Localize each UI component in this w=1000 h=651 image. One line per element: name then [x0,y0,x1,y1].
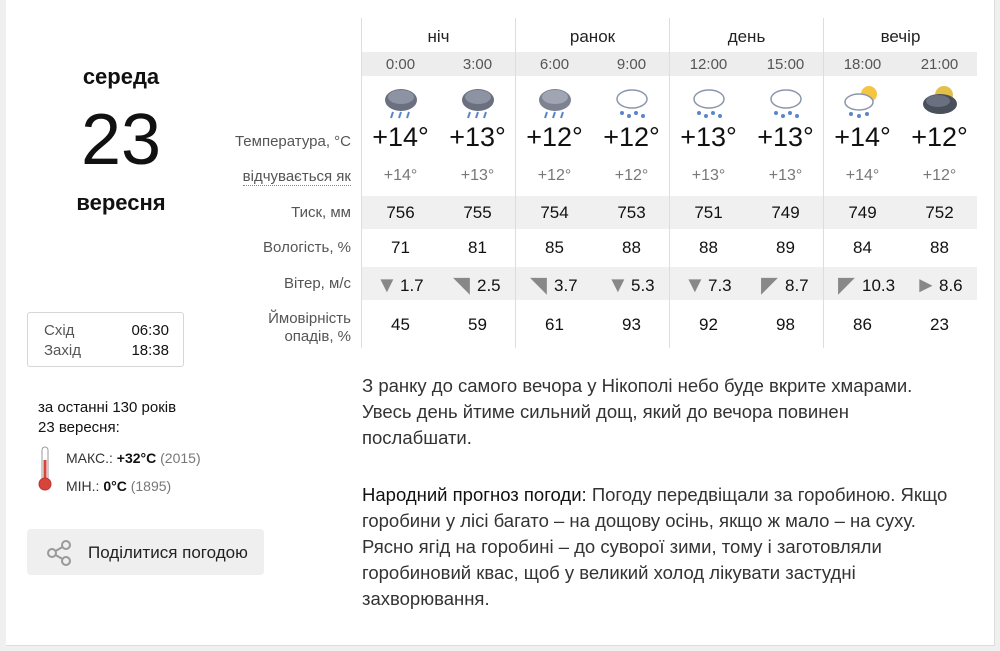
time-slot: 6:00 [539,56,570,73]
temperature-value: +14° [372,122,429,152]
time-slot: 9:00 [616,56,647,73]
label-wind: Вітер, м/с [283,275,351,292]
humidity-value: 89 [776,238,795,257]
folk-text: Погоду передвіщали за горобиною. Якщо горобини у лісі багато – на дощову осінь, якщо ж мало – на суху. Рясно ягід на горобині – до суворої зими, тому і заготовляли горобиновий квас, щоб у великий холод лікувати застудні захворювання. [362,484,948,609]
wind-speed-value: 10.3 [862,276,896,295]
pressure-value: 756 [386,203,415,222]
share-label: Поділитися погодою [88,543,248,562]
temperature-value: +13° [449,122,506,152]
temperature-value: +12° [526,122,583,152]
pressure-value: 751 [694,203,723,222]
cloudy-night-icon [901,82,978,122]
history-min [66,478,171,494]
precipitation-value: 23 [930,315,949,334]
weekday: середа [82,64,160,89]
precipitation-value: 98 [776,315,795,334]
pressure-value: 754 [540,203,569,222]
temperature-value: +13° [680,122,737,152]
feels-like-value: +13° [768,167,803,184]
sunset-row [44,342,169,359]
temperature-value: +13° [757,122,814,152]
wind-direction-icon: ► [915,272,937,297]
wind-direction-icon: ◤ [838,272,855,297]
period-morning: ранок [569,27,616,46]
folk-title: Народний прогноз погоди: [362,484,587,505]
sunrise-row [44,322,169,339]
sunset-label: Захід [44,342,81,359]
humidity-value: 85 [545,238,564,257]
sunrise-time: 06:30 [131,322,169,339]
history-line-2: 23 вересня: [38,419,120,436]
humidity-value: 88 [930,238,949,257]
wind-speed-value: 1.7 [400,276,424,295]
cloudy-rain-icon [516,82,593,122]
wind-speed-value: 8.7 [785,276,809,295]
period-day: день [727,27,766,46]
history-min-year: (1895) [130,478,172,494]
pressure-value: 749 [771,203,800,222]
time-slot: 3:00 [462,56,493,73]
history-max-year: (2015) [160,450,201,466]
folk-forecast [362,482,972,612]
wind-direction-icon: ▼ [376,272,398,297]
rain-cloud-icon [670,82,747,122]
history-min-label: МІН.: [66,478,100,494]
wind-speed-value: 8.6 [939,276,963,295]
sun-times-box [27,312,184,367]
precipitation-value: 92 [699,315,718,334]
sun-rain-cloud-icon [824,82,901,122]
feels-like-value: +14° [383,167,418,184]
precipitation-value: 61 [545,315,564,334]
month: вересня [76,190,166,215]
pressure-value: 755 [463,203,492,222]
feels-like-value: +12° [614,167,649,184]
period-evening: вечір [880,27,921,46]
period-night: ніч [427,27,450,46]
history-max [66,450,201,466]
history-line-1: за останні 130 років [38,399,177,416]
precipitation-value: 93 [622,315,641,334]
wind-direction-icon: ▼ [607,272,629,297]
history-min-value: 0°C [103,478,127,494]
rain-cloud-icon [747,82,824,122]
pressure-value: 749 [848,203,877,222]
wind-speed-value: 5.3 [631,276,655,295]
temperature-value: +12° [603,122,660,152]
cloudy-rain-night-icon [362,82,439,122]
history-heading [38,398,228,438]
label-pressure: Тиск, мм [291,204,351,221]
sunset-time: 18:38 [131,342,169,359]
wind-direction-icon: ◥ [453,272,470,297]
weather-card [6,0,995,646]
cloudy-rain-night-icon [439,82,516,122]
precipitation-value: 45 [391,315,410,334]
humidity-value: 88 [699,238,718,257]
time-slot: 0:00 [385,56,416,73]
feels-like-value: +13° [691,167,726,184]
label-humidity: Вологість, % [263,239,351,256]
humidity-value: 81 [468,238,487,257]
feels-like-value: +12° [537,167,572,184]
time-slot: 18:00 [843,56,882,73]
label-precip-2: опадів, % [284,328,351,345]
sunrise-label: Схід [44,322,75,339]
temperature-value: +14° [834,122,891,152]
label-feels-like[interactable]: відчувається як [242,168,351,185]
history-max-value: +32°C [116,450,157,466]
wind-speed-value: 2.5 [477,276,501,295]
wind-direction-icon: ▼ [684,272,706,297]
time-slot: 21:00 [920,56,959,73]
pressure-value: 752 [925,203,954,222]
precipitation-value: 86 [853,315,872,334]
humidity-value: 84 [853,238,872,257]
precipitation-value: 59 [468,315,487,334]
rain-cloud-icon [593,82,670,122]
wind-speed-value: 3.7 [554,276,578,295]
feels-like-value: +12° [922,167,957,184]
row-labels [211,0,351,360]
time-slot: 12:00 [689,56,728,73]
time-slot: 15:00 [766,56,805,73]
forecast-description: З ранку до самого вечора у Нікополі небо буде вкрите хмарами. Увесь день йтиме сильний дощ, який до вечора повинен послабшати. [362,375,913,448]
temperature-value: +12° [911,122,968,152]
pressure-value: 753 [617,203,646,222]
humidity-value: 71 [391,238,410,257]
history-max-label: МАКС.: [66,450,113,466]
feels-like-value: +14° [845,167,880,184]
label-temperature: Температура, °C [234,133,351,150]
feels-like-value: +13° [460,167,495,184]
wind-speed-value: 7.3 [708,276,732,295]
thermometer-icon [38,446,52,492]
label-precip-1: Ймовірність [268,310,351,327]
humidity-value: 88 [622,238,641,257]
day-number: 23 [80,100,162,180]
wind-direction-icon: ◥ [530,272,547,297]
wind-direction-icon: ◤ [761,272,778,297]
share-weather-button[interactable] [27,529,264,575]
share-icon [45,539,73,567]
